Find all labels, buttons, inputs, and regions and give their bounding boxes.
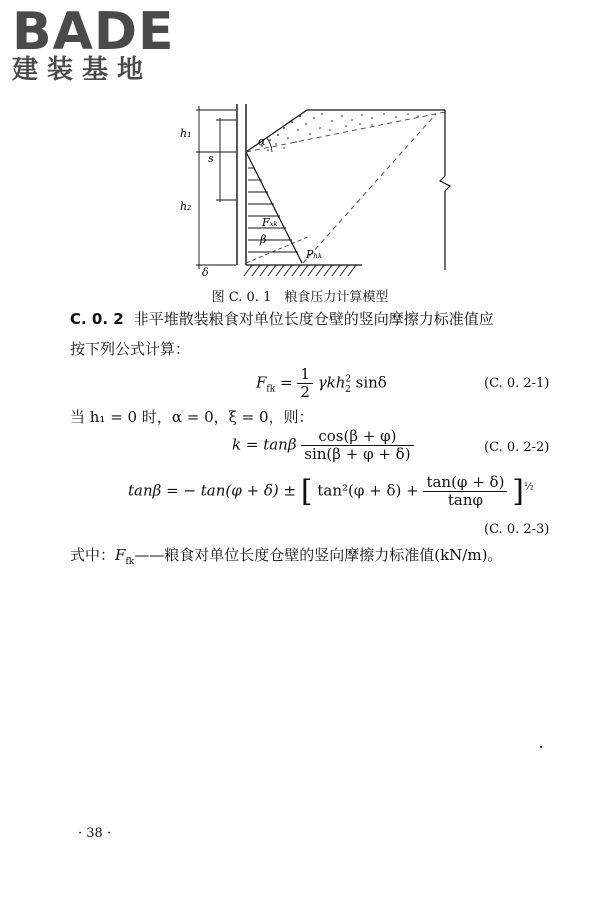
logo-subtitle: 建装基地 <box>12 55 153 85</box>
grain-pressure-figure <box>0 0 600 300</box>
section-heading <box>70 304 494 334</box>
page-number: · 38 · <box>78 826 112 841</box>
label-beta: β <box>260 233 267 246</box>
sliding-plane <box>303 114 436 263</box>
ground-hatch <box>244 265 356 276</box>
section-text-line2: 按下列公式计算： <box>70 340 191 358</box>
label-delta: δ <box>202 266 209 279</box>
fraction-cos-sin: $\frac{\cos(\beta + \varphi)}{\sin(\beta + \varphi + \delta)}$ <box>301 428 413 463</box>
equation-number-3: (C. 0. 2-3) <box>484 522 550 537</box>
logo: BADE <box>12 2 175 62</box>
section-number: C. 0. 2 <box>70 310 124 328</box>
pressure-diagram-line <box>246 152 302 263</box>
grain-stipple <box>261 113 419 151</box>
label-h1: h₁ <box>180 127 192 140</box>
definition-line: 式中：$F_{fk}——$粮食对单位长度仓壁的竖向摩擦力标准值(kN/m)。 <box>70 546 503 567</box>
figure-caption: 图 C. 0. 1 粮食压力计算模型 <box>211 290 389 305</box>
label-ffk: Fₓₖ <box>262 216 278 229</box>
label-alpha: α <box>258 135 266 148</box>
formula-1: $F_{fk}$ = $\frac{1}{2}$ γkh$^2_2$ sinδ <box>256 365 387 401</box>
fraction-tan: $\frac{\tan(\varphi + \delta)}{\tan\varphi}$ <box>423 474 507 509</box>
formula-2: k = tanβ $\frac{\cos(\beta + \varphi)}{\sin(\beta + \varphi + \delta)}$ <box>232 428 414 463</box>
label-h2: h₂ <box>180 200 192 213</box>
fraction-one-half: $\frac{1}{2}$ <box>297 366 313 401</box>
condition-text: 当 h₁ = 0 时，α = 0，ξ = 0，则： <box>70 408 314 426</box>
stray-dot <box>540 746 542 748</box>
dimension-lines <box>196 106 236 269</box>
label-phk: Pₕₖ <box>306 248 323 261</box>
equation-number-2: (C. 0. 2-2) <box>484 440 550 455</box>
equation-number-1: (C. 0. 2-1) <box>484 376 550 391</box>
formula-3: tanβ = − tan(φ + δ) ± [ tan²(φ + δ) + $\frac{\tan(\varphi + \delta)}{\tan\varphi}$ ]$^{\frac{1}{2}}$ <box>128 473 534 509</box>
section-text-line1: 非平堆散装粮食对单位长度仓壁的竖向摩擦力标准值应 <box>133 310 494 328</box>
break-symbol <box>440 176 450 191</box>
label-s: s <box>208 152 214 165</box>
